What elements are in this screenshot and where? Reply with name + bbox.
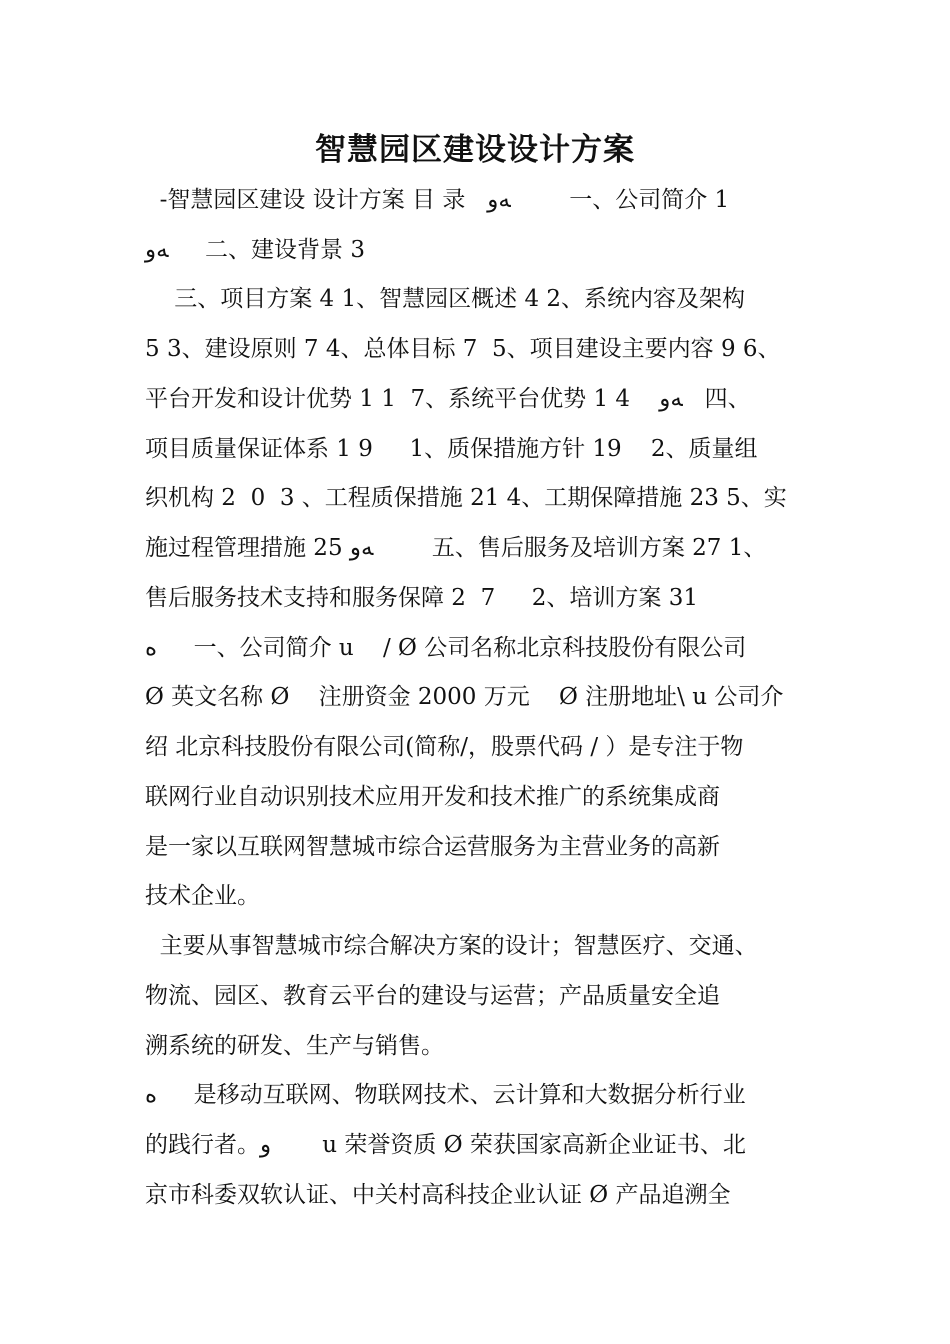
toc-line-3: 三、项目方案 4 1、智慧园区概述 4 2、系统内容及架构	[145, 286, 746, 312]
toc-line-8: 施过程管理措施 25 ﻪﻭ 五、售后服务及培训方案 27 1、	[145, 535, 767, 561]
toc-line-7: 织机构 2 0 3 、工程质保措施 21 4、工期保障措施 23 5、实	[145, 485, 787, 511]
body-line-6: 技术企业。	[145, 883, 260, 909]
body-line-1: ﻩ 一、公司简介 u / Ø 公司名称北京科技股份有限公司	[145, 635, 747, 661]
body-line-8: 物流、园区、教育云平台的建设与运营；产品质量安全追	[145, 983, 720, 1009]
toc-line-4: 5 3、建设原则 7 4、总体目标 7 5、项目建设主要内容 9 6、	[145, 336, 781, 362]
body-line-10: ﻩ 是移动互联网、物联网技术、云计算和大数据分析行业	[145, 1082, 746, 1108]
body-line-4: 联网行业自动识别技术应用开发和技术推广的系统集成商	[145, 784, 720, 810]
toc-line-9: 售后服务技术支持和服务保障 2 7 2、培训方案 31	[145, 585, 698, 611]
body-line-5: 是一家以互联网智慧城市综合运营服务为主营业务的高新	[145, 834, 720, 860]
body-line-11: 的践行者。ﻭ u 荣誉资质 Ø 荣获国家高新企业证书、北	[145, 1132, 746, 1158]
body-line-7: 主要从事智慧城市综合解决方案的设计；智慧医疗、交通、	[145, 933, 758, 959]
toc-line-1: -智慧园区建设 设计方案 目 录 ﻪﻭ 一、公司简介 1	[145, 187, 730, 213]
body-line-12: 京市科委双软认证、中关村高科技企业认证 Ø 产品追溯全	[145, 1182, 731, 1208]
body-line-3: 绍 北京科技股份有限公司(简称/，股票代码 / ）是专注于物	[145, 734, 744, 760]
toc-line-2: ﻪﻭ 二、建设背景 3	[145, 237, 365, 263]
body-line-2: Ø 英文名称 Ø 注册资金 2000 万元 Ø 注册地址\ u 公司介	[145, 684, 784, 710]
document-title: 智慧园区建设设计方案	[315, 132, 635, 168]
toc-line-5: 平台开发和设计优势 1 1 7、系统平台优势 1 4 ﻪﻭ 四、	[145, 386, 751, 412]
toc-line-6: 项目质量保证体系 1 9 1、质保措施方针 19 2、质量组	[145, 436, 758, 462]
body-line-9: 溯系统的研发、生产与销售。	[145, 1033, 444, 1059]
